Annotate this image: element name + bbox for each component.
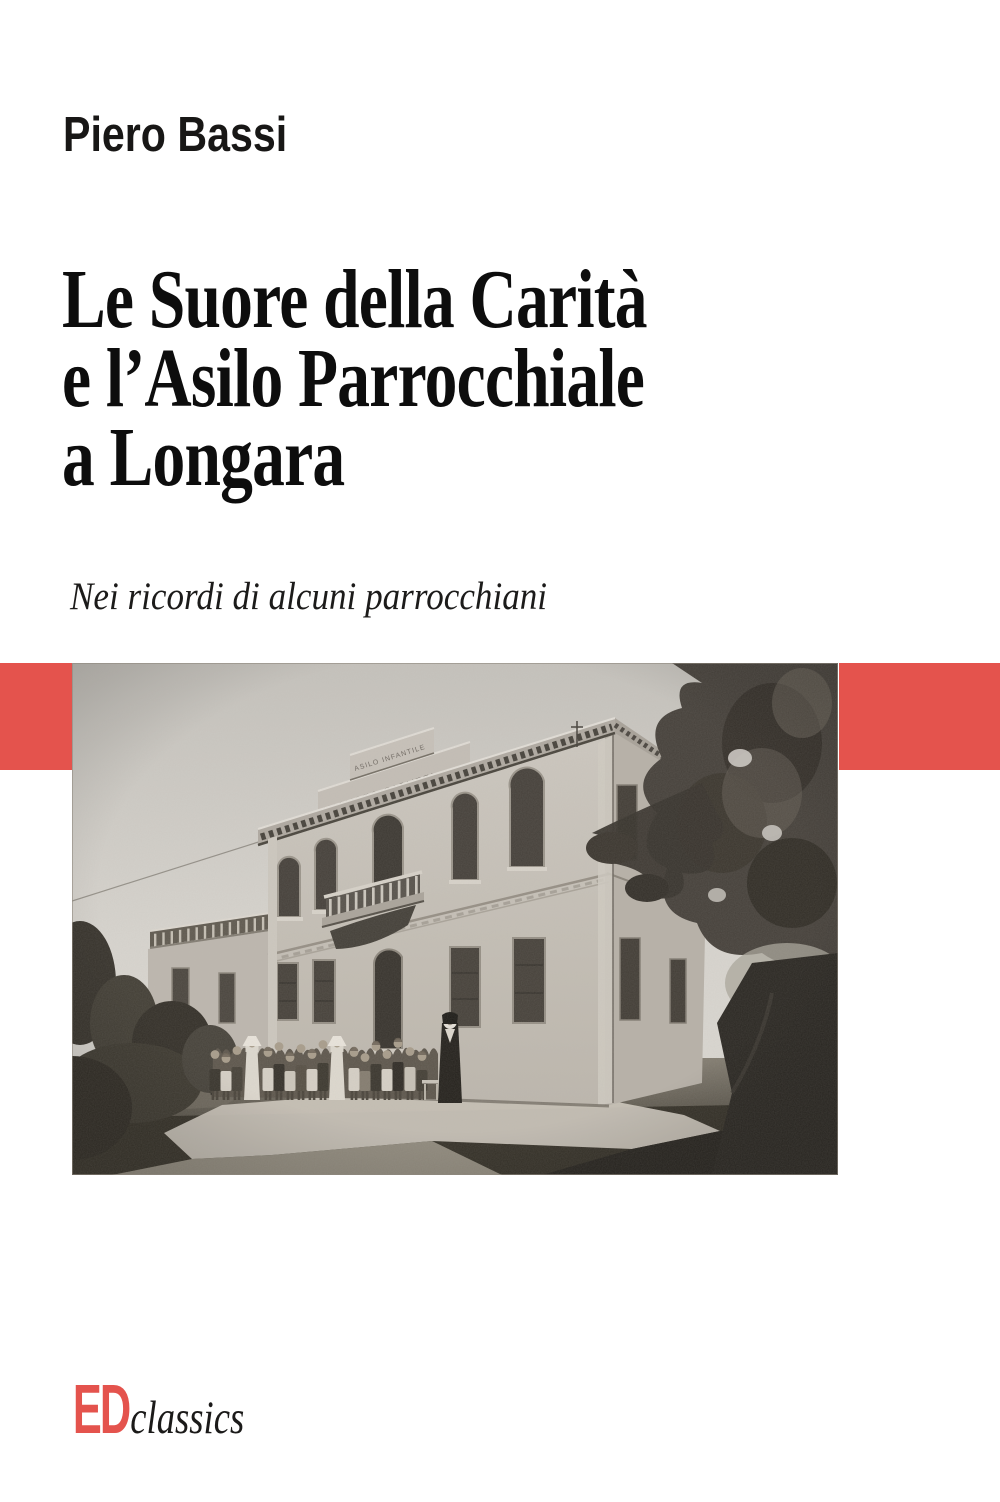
title-line-3: a Longara	[62, 411, 345, 504]
red-band-left	[0, 663, 72, 770]
grain-overlay	[72, 663, 838, 1175]
publisher-ed-mark: ED	[72, 1380, 130, 1442]
red-band-right	[839, 663, 1000, 770]
author-name: Piero Bassi	[63, 108, 288, 162]
publisher-logo	[71, 1380, 331, 1442]
title-line-1: Le Suore della Carità	[62, 253, 647, 346]
cover-photo-asilo	[72, 663, 838, 1175]
book-subtitle: Nei ricordi di alcuni parrocchiani	[70, 575, 548, 618]
book-title	[62, 253, 647, 504]
title-line-2: e l’Asilo Parrocchiale	[62, 332, 645, 425]
publisher-classics-mark: classics	[130, 1391, 245, 1442]
